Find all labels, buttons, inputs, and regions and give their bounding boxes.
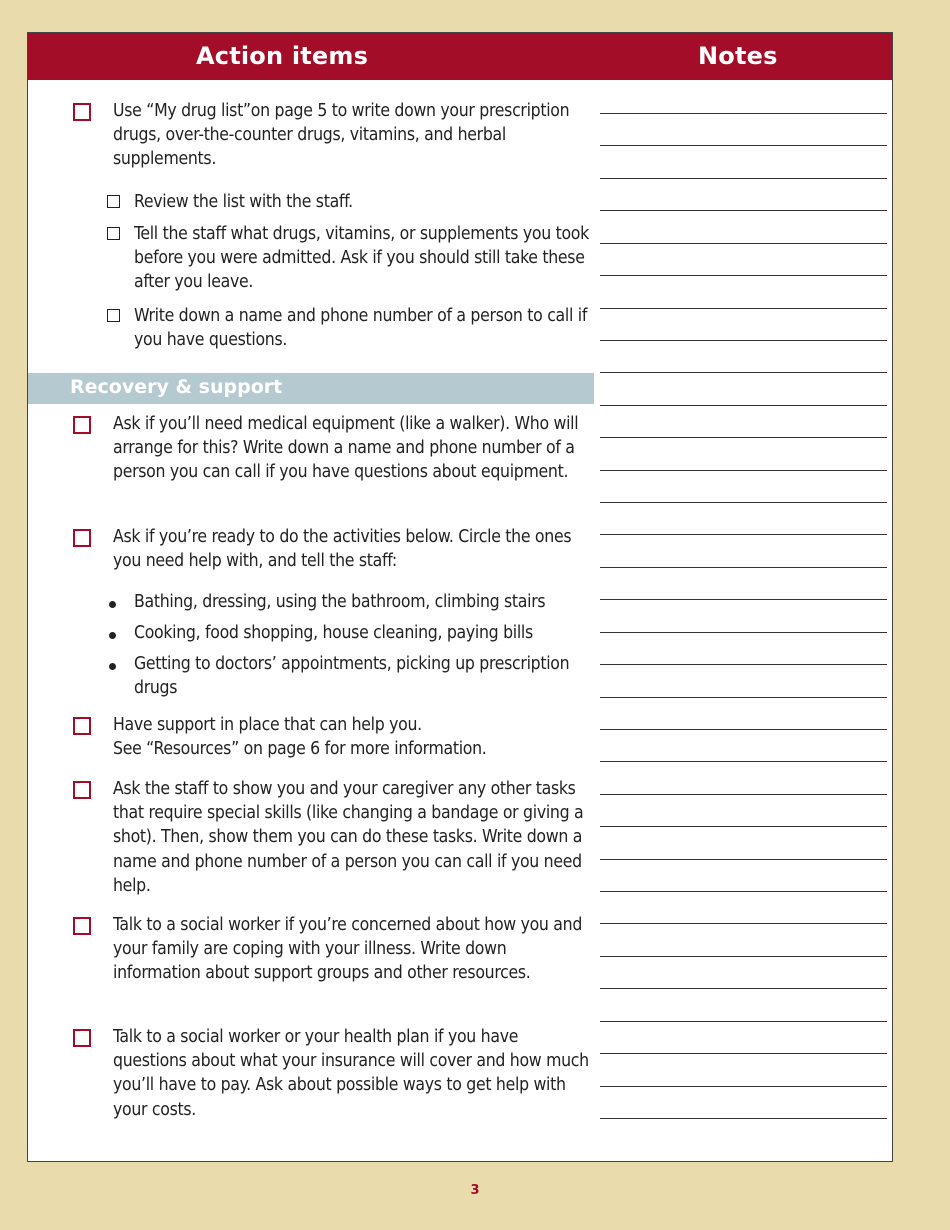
note-writing-line[interactable] — [600, 988, 887, 989]
checkbox[interactable] — [107, 309, 120, 322]
note-writing-line[interactable] — [600, 956, 887, 957]
action-items-heading: Action items — [196, 42, 369, 70]
note-writing-line[interactable] — [600, 308, 887, 309]
note-writing-line[interactable] — [600, 145, 887, 146]
note-writing-line[interactable] — [600, 113, 887, 114]
section-header — [28, 373, 594, 404]
action-item-text: Use “My drug list”on page 5 to write down your prescription drugs, over-the-counter drugs, vitamins, and herbal supplements. — [113, 101, 570, 170]
bullet-dot — [109, 632, 116, 639]
note-writing-line[interactable] — [600, 340, 887, 341]
note-writing-line[interactable] — [600, 859, 887, 860]
note-writing-line[interactable] — [600, 372, 887, 373]
action-item-text: Ask the staff to show you and your caregiver any other tasks that require special skills (like changing a bandage or giving a shot). Then, show them you can do these tasks. Write down a name and phone number of a person you can call if you need help. — [113, 779, 584, 896]
note-writing-line[interactable] — [600, 275, 887, 276]
checkbox[interactable] — [73, 416, 91, 434]
action-item-text: Ask if you’re ready to do the activities below. Circle the ones you need help with, and tell the staff: — [113, 527, 572, 572]
note-writing-line[interactable] — [600, 1086, 887, 1087]
note-writing-line[interactable] — [600, 502, 887, 503]
note-writing-line[interactable] — [600, 210, 887, 211]
sub-item-text: Review the list with the staff. — [134, 192, 353, 212]
bullet-text: Bathing, dressing, using the bathroom, climbing stairs — [134, 592, 546, 612]
note-writing-line[interactable] — [600, 599, 887, 600]
note-writing-line[interactable] — [600, 794, 887, 795]
note-writing-line[interactable] — [600, 697, 887, 698]
checkbox[interactable] — [73, 717, 91, 735]
sub-item-text: Write down a name and phone number of a person to call if you have questions. — [134, 306, 588, 351]
note-writing-line[interactable] — [600, 826, 887, 827]
note-writing-line[interactable] — [600, 405, 887, 406]
action-item-text: Ask if you’ll need medical equipment (like a walker). Who will arrange for this? Write down a name and phone number of a person you can call if you have questions about equipment. — [113, 414, 579, 483]
bullet-dot — [109, 663, 116, 670]
note-writing-line[interactable] — [600, 470, 887, 471]
note-writing-line[interactable] — [600, 891, 887, 892]
bullet-text: Getting to doctors’ appointments, picking up prescription drugs — [134, 654, 570, 699]
note-writing-line[interactable] — [600, 923, 887, 924]
checklist-sheet — [27, 32, 893, 1162]
note-writing-line[interactable] — [600, 664, 887, 665]
bullet-dot — [109, 601, 116, 608]
checkbox[interactable] — [107, 195, 120, 208]
checkbox[interactable] — [73, 529, 91, 547]
section-title: Recovery & support — [70, 376, 283, 398]
note-writing-line[interactable] — [600, 729, 887, 730]
note-writing-line[interactable] — [600, 178, 887, 179]
note-writing-line[interactable] — [600, 437, 887, 438]
sub-item-text: Tell the staff what drugs, vitamins, or supplements you took before you were admitted. Ask if you should still take these after you leave. — [134, 224, 589, 293]
action-item-text: Have support in place that can help you. See “Resources” on page 6 for more information. — [113, 715, 487, 760]
note-writing-line[interactable] — [600, 534, 887, 535]
checkbox[interactable] — [107, 227, 120, 240]
action-item-text: Talk to a social worker if you’re concerned about how you and your family are coping with your illness. Write down information about support groups and other resources. — [113, 915, 583, 984]
note-writing-line[interactable] — [600, 1118, 887, 1119]
note-writing-line[interactable] — [600, 243, 887, 244]
note-writing-line[interactable] — [600, 761, 887, 762]
bullet-text: Cooking, food shopping, house cleaning, paying bills — [134, 623, 533, 643]
checkbox[interactable] — [73, 103, 91, 121]
note-writing-line[interactable] — [600, 567, 887, 568]
page-number: 3 — [470, 1183, 480, 1198]
notes-heading: Notes — [698, 42, 778, 70]
table-header — [28, 33, 892, 80]
action-item-text: Talk to a social worker or your health plan if you have questions about what your insurance will cover and how much you’ll have to pay. Ask about possible ways to get help with your costs. — [113, 1027, 589, 1120]
note-writing-line[interactable] — [600, 1021, 887, 1022]
checkbox[interactable] — [73, 781, 91, 799]
note-writing-line[interactable] — [600, 632, 887, 633]
checkbox[interactable] — [73, 1029, 91, 1047]
note-writing-line[interactable] — [600, 1053, 887, 1054]
checkbox[interactable] — [73, 917, 91, 935]
